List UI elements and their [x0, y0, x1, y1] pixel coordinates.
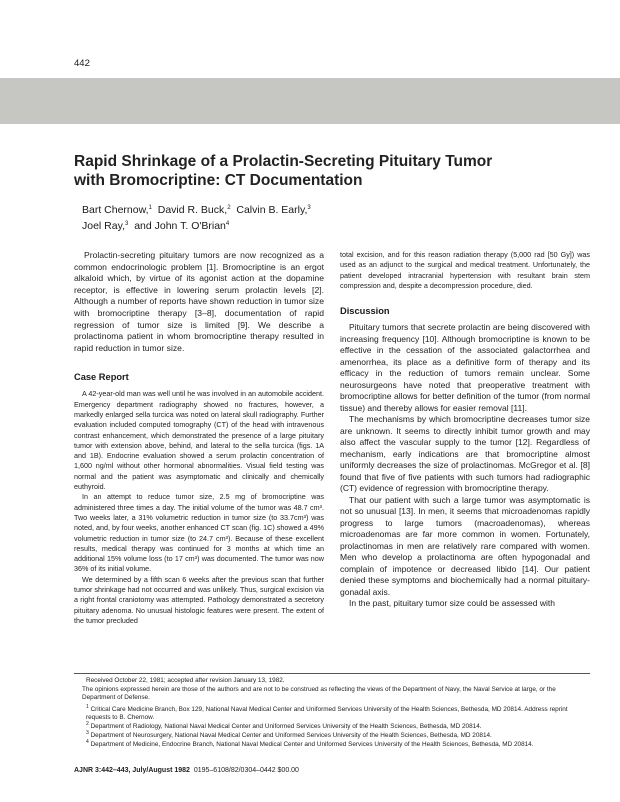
author-4-mark: 3 — [125, 221, 129, 227]
author-3-mark: 3 — [307, 205, 311, 211]
footnote-2-mark: 2 — [86, 721, 89, 727]
footnote-4 — [86, 738, 586, 749]
footnote-4-mark: 4 — [86, 739, 89, 745]
journal-citation — [74, 767, 299, 774]
journal-citation-text: AJNR 3:442–443, July/August 1982 — [74, 767, 190, 774]
journal-code: 0195–6108/82/0304–0442 $00.00 — [193, 767, 299, 774]
header-band — [0, 78, 620, 124]
case-report-paragraph-3: We determined by a fifth scan 6 weeks after the previous scan that further tumor shrinkage had not occurred and was unlikely. Thus, surgical excision via a right frontal craniotomy was attempted. Pathology demonstrated a secretory pituitary adenoma. No unusual histologic features were present. The extent of the tumor precluded — [74, 574, 324, 625]
footnote-1-mark: 1 — [86, 704, 89, 710]
footnote-rule — [74, 673, 590, 674]
author-5: and John T. O'Brian — [134, 220, 226, 232]
discussion-heading: Discussion — [340, 306, 390, 317]
left-column — [74, 250, 324, 626]
discussion-paragraph-3: That our patient with such a large tumor was asymptomatic is not so unusual [13]. In men, it seems that microadenomas rapidly progress to large tumors (macroadenomas), whereas microadenomas are far more common in women. Fortunately, prolactinomas in men are relatively rare compared with women. Men who develop a prolactinoma are often hypogonadal and complain of impotence or decreased libido [14]. Our patient denied these symptoms and biochemically had a normal pituitary-gonadal axis. — [340, 494, 590, 597]
page-number: 442 — [74, 58, 90, 69]
right-column — [340, 250, 590, 610]
author-1: Bart Chernow, — [82, 204, 149, 216]
case-report-paragraph-1: A 42-year-old man was well until he was involved in an automobile accident. Emergency department radiography showed no fractures, however, a markedly enlarged sella turcica was noted on lateral skull radiography. Further evaluation included computed tomography (CT) of the head with intravenous contrast enhancement, which demonstrated the presence of a large pituitary tumor with extension above, behind, and lateral to the sella turcica (figs. 1A and 1B). Endocrine evaluation showed a serum prolactin concentration of 1,600 ng/ml without other hormonal abnormalities. Visual field testing was normal and the patient was asymptomatic and clinically and chemically euthyroid. — [74, 389, 324, 492]
author-list — [82, 201, 462, 233]
footnote-received: Received October 22, 1981; accepted after revision January 13, 1982. — [86, 677, 285, 684]
footnote-3-mark: 3 — [86, 730, 89, 736]
footnote-3-text: Department of Neurosurgery, National Naval Medical Center and Uniformed Services University of the Health Sciences, Bethesda, MD 20814. — [90, 732, 492, 739]
author-4: Joel Ray, — [82, 220, 125, 232]
author-3: Calvin B. Early, — [236, 204, 308, 216]
discussion-paragraph-2: The mechanisms by which bromocriptine decreases tumor size are unknown. It seems to directly inhibit tumor growth and may also affect the vascular supply to the tumor [12]. Regardless of mechanism, early indications are that bromocriptine almost uniformly decreases the size of prolactinomas. McGregor et al. [8] found that five of five patients with such tumors had radiographic (CT) evidence of regression with bromocriptine therapy. — [340, 414, 590, 494]
footnote-1-text: Critical Care Medicine Branch, Box 129, National Naval Medical Center and Uniformed Services University of the Health Sciences, Bethesda, MD 20814. Address reprint requests to B. Chernow. — [86, 706, 568, 722]
case-report-continued: total excision, and for this reason radiation therapy (5,000 rad [50 Gy]) was used as an adjunct to the surgical and medical treatment. Unfortunately, the patient developed intracranial hypertension with resultant brain stem compression and, despite a decompression procedure, died. — [340, 250, 590, 290]
author-1-mark: 1 — [148, 205, 152, 211]
title-line-2: with Bromocriptine: CT Documentation — [74, 172, 363, 189]
author-5-mark: 4 — [225, 221, 230, 227]
author-2-mark: 2 — [227, 205, 231, 211]
abstract: Prolactin-secreting pituitary tumors are now recognized as a common endocrinologic problem [1]. Bromocriptine is an ergot alkaloid which, by virtue of its agonist action at the dopamine receptor, is effective in lowering serum prolactin levels [2]. Although a number of reports have shown reduction in tumor size with bromocriptine therapy [3–8], documentation of rapid regression of tumor size is limited [9]. We describe a prolactinoma patient in whom bromocriptine therapy resulted in rapid reduction in tumor size. — [74, 250, 324, 353]
article-title — [74, 152, 594, 190]
discussion-paragraph-1: Pituitary tumors that secrete prolactin are being discovered with increasing frequency [10]. Although bromocriptine is known to be effective in the cessation of the associated galactorrhea and amenorrhea, its place as a definitive form of therapy and its efficacy in the reduction of tumors remain unclear. Some neurosurgeons have noted that preoperative treatment with bromocriptine allows for better definition of the tumor (from normal tissue) and thereby allows for easier removal [11]. — [340, 322, 590, 413]
discussion-paragraph-4: In the past, pituitary tumor size could be assessed with — [349, 598, 555, 609]
title-line-1: Rapid Shrinkage of a Prolactin-Secreting Pituitary Tumor — [74, 153, 493, 170]
case-report-paragraph-2: In an attempt to reduce tumor size, 2.5 mg of bromocriptine was administered three times a day. The initial volume of the tumor was 48.7 cm³. Two weeks later, a 31% volumetric reduction in tumor size (to 33.7cm³) was noted, and, by four weeks, another enhanced CT scan (fig. 1C) showed a 49% volumetric reduction in tumor size (to 24.7 cm³). Because of these excellent results, medical therapy was continued for 3 months at which time an additional 15% volume loss (to 17 cm³) was documented. The tumor was now 36% of its initial volume. — [74, 492, 324, 574]
footnote-2-text: Department of Radiology, National Naval Medical Center and Uniformed Services University of the Health Sciences, Bethesda, MD 20814. — [90, 723, 482, 730]
footnote-disclaimer: The opinions expressed herein are those of the authors and are not to be construed as reflecting the views of the Department of Navy, the Naval Service at large, or the Department of Defense. — [82, 686, 556, 702]
author-2: David R. Buck, — [157, 204, 228, 216]
case-report-heading: Case Report — [74, 372, 129, 383]
footnote-4-text: Department of Medicine, Endocrine Branch, National Naval Medical Center and Uniformed Services University of the Health Sciences, Bethesda, MD 20814. — [90, 741, 534, 748]
